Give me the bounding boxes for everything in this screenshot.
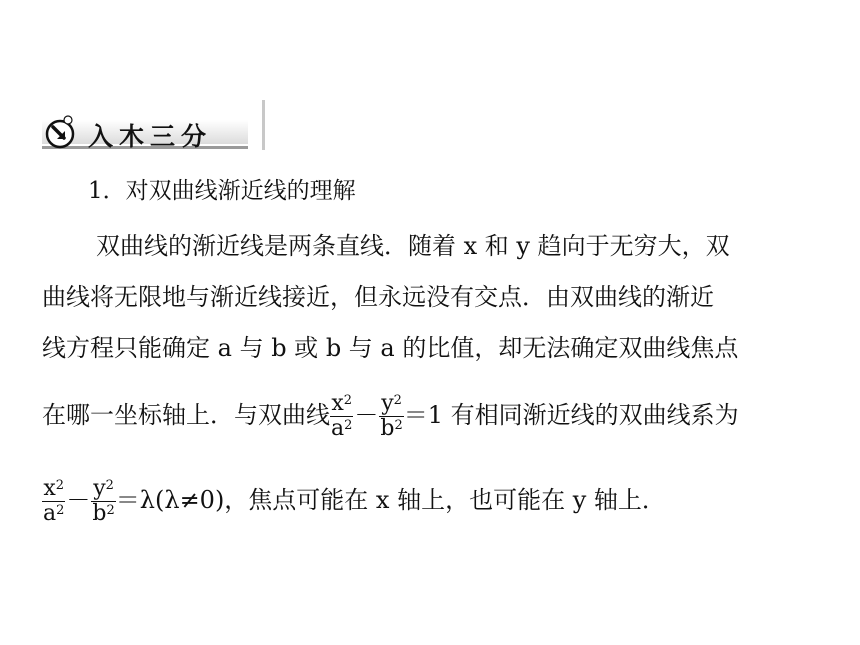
section-banner bbox=[42, 100, 266, 152]
arrow-circle-icon bbox=[44, 114, 80, 150]
exponent: 2 bbox=[394, 418, 403, 433]
numerator-y: y bbox=[381, 391, 394, 416]
paragraph-line-2: 曲线将无限地与渐近线接近，但永远没有交点．由双曲线的渐近 bbox=[42, 283, 714, 311]
exponent: 2 bbox=[393, 393, 402, 408]
banner-title: 入木三分 bbox=[88, 122, 213, 151]
paragraph-line-1: 双曲线的渐近线是两条直线．随着 x 和 y 趋向于无穷大，双 bbox=[96, 232, 730, 260]
fraction-x2-a2 bbox=[330, 393, 353, 440]
fraction-x2-a2 bbox=[42, 478, 65, 525]
denominator-a: a bbox=[43, 501, 57, 526]
denominator-a: a bbox=[331, 416, 345, 441]
numerator-y: y bbox=[93, 476, 106, 501]
exponent: 2 bbox=[344, 418, 353, 433]
denominator-b: b bbox=[92, 501, 107, 526]
fraction-y2-b2 bbox=[379, 393, 403, 440]
exponent: 2 bbox=[106, 503, 115, 518]
line4-text-before: 在哪一坐标轴上．与双曲线 bbox=[42, 401, 330, 429]
exponent: 2 bbox=[55, 478, 65, 493]
paragraph-line-3: 线方程只能确定 a 与 b 或 b 与 a 的比值，却无法确定双曲线焦点 bbox=[42, 334, 739, 362]
line4-text-after: ＝1 有相同渐近线的双曲线系为 bbox=[403, 401, 739, 429]
section-heading bbox=[88, 172, 356, 205]
banner-divider bbox=[262, 100, 265, 150]
minus-sign: － bbox=[354, 401, 379, 429]
line5-text-after: ＝λ(λ≠0)，焦点可能在 x 轴上，也可能在 y 轴上． bbox=[115, 486, 666, 514]
section-number: 1． bbox=[88, 178, 126, 204]
exponent: 2 bbox=[105, 478, 114, 493]
denominator-b: b bbox=[380, 416, 395, 441]
fraction-y2-b2 bbox=[91, 478, 115, 525]
numerator-x: x bbox=[331, 391, 344, 416]
section-title: 对双曲线渐近线的理解 bbox=[125, 178, 356, 204]
paragraph-line-5 bbox=[42, 478, 666, 525]
paragraph-line-4 bbox=[42, 393, 739, 440]
exponent: 2 bbox=[56, 503, 65, 518]
minus-sign: － bbox=[66, 486, 91, 514]
exponent: 2 bbox=[343, 393, 353, 408]
numerator-x: x bbox=[43, 476, 56, 501]
